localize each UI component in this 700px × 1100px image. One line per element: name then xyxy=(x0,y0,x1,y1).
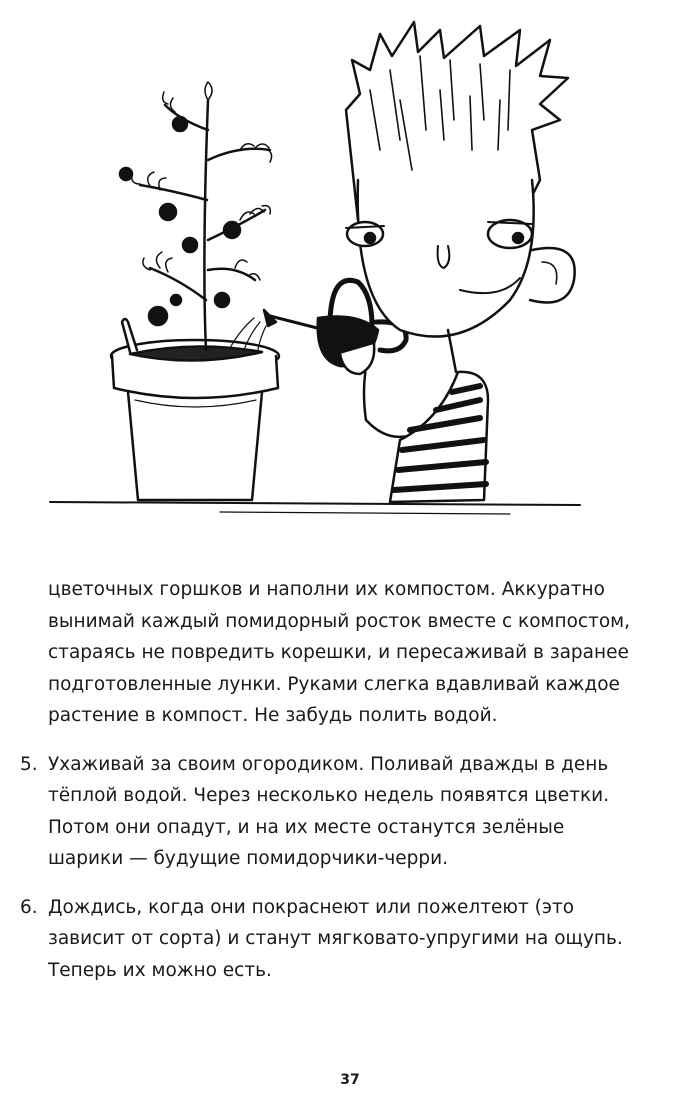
flower-pot xyxy=(111,319,279,500)
text-line: Теперь их можно есть. xyxy=(48,959,272,981)
text-line: цветочных горшков и наполни их компостом. Аккуратно xyxy=(48,579,605,600)
text-line: стараясь не повредить корешки, и пересаживай в заранее xyxy=(48,642,629,663)
boy-character xyxy=(340,22,575,502)
list-item-5 xyxy=(20,749,678,875)
text-line: Дождись, когда они покраснеют или пожелтеют (это xyxy=(48,896,575,918)
tomato-plant xyxy=(120,82,272,350)
body-text xyxy=(20,574,678,1003)
text-line: вынимай каждый помидорный росток вместе с компостом, xyxy=(48,610,631,632)
continued-paragraph xyxy=(48,574,678,732)
text-line: растение в компост. Не забудь полить водой. xyxy=(48,705,498,726)
text-line: подготовленные лунки. Руками слегка вдавливай каждое xyxy=(48,673,620,695)
text-line: тёплой водой. Через несколько недель появятся цветки. xyxy=(48,785,610,806)
page-number: 37 xyxy=(340,1072,360,1088)
text-line: Потом они опадут, и на их месте останутся зелёные xyxy=(48,816,565,838)
text-line: шарики — будущие помидорчики-черри. xyxy=(48,848,449,869)
text-line: Ухаживай за своим огородиком. Поливай дважды в день xyxy=(48,753,609,775)
list-item-number: 6. xyxy=(20,896,38,918)
list-item-6 xyxy=(20,892,678,987)
boy-watering-plant-illustration xyxy=(40,0,600,530)
list-item-number: 5. xyxy=(20,753,38,775)
text-line: зависит от сорта) и станут мягковато-упругими на ощупь. xyxy=(48,928,623,949)
